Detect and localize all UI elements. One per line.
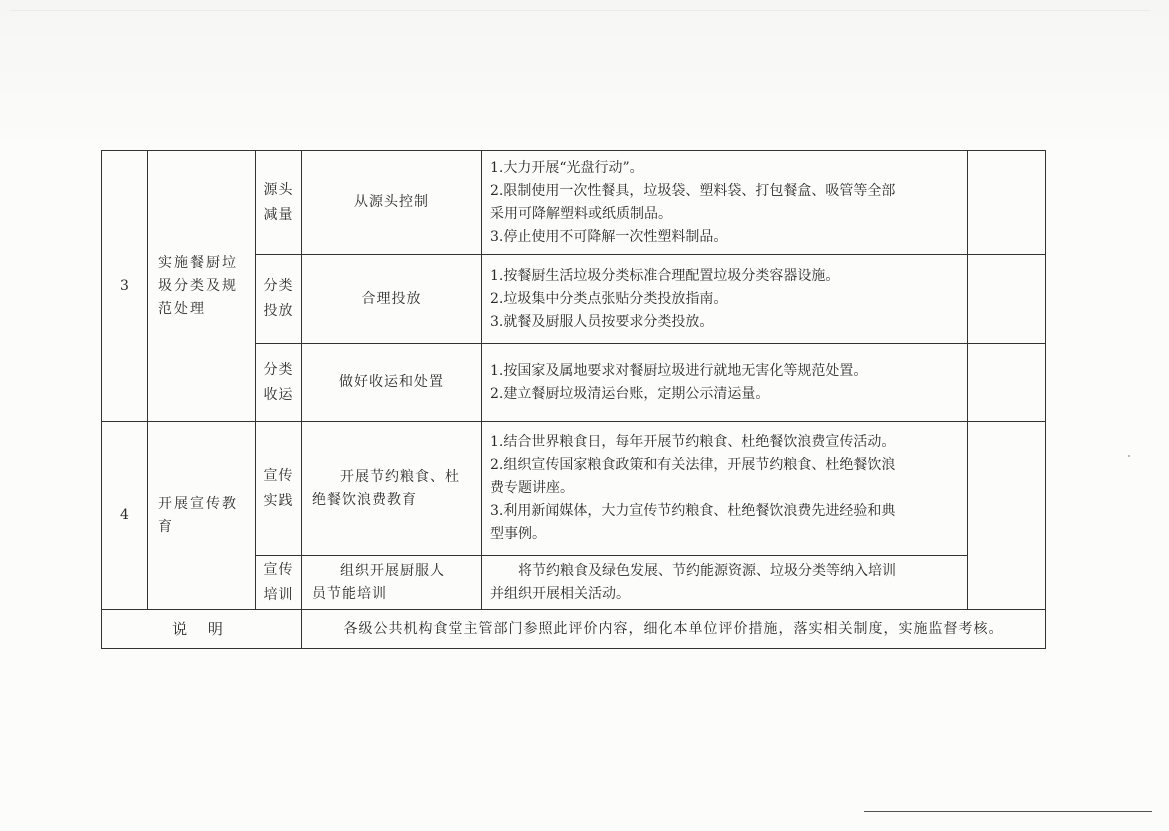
scan-edge-line (10, 10, 1150, 11)
subcategory-line: 宣传 (263, 467, 294, 484)
remarks-cell (968, 422, 1046, 610)
table-row (102, 151, 1046, 255)
scan-shadow-band (0, 0, 1169, 140)
detail-line: 并组织开展相关活动。 (490, 585, 630, 602)
subcategory-line: 收运 (263, 386, 294, 403)
details-cell (482, 151, 968, 255)
details-cell (482, 344, 968, 422)
detail-line: 将节约粮食及绿色发展、节约能源资源、垃圾分类等纳入培训 (518, 562, 896, 579)
detail-line: 1.按餐厨生活垃圾分类标准合理配置垃圾分类容器设施。 (490, 267, 840, 284)
action-line: 组织开展厨服人 (340, 562, 445, 579)
note-label: 说 明 (102, 610, 302, 649)
evaluation-table (101, 150, 1046, 649)
footer-rule (864, 811, 1152, 812)
action-cell: 从源头控制 (302, 151, 482, 255)
detail-line: 2.组织宣传国家粮食政策和有关法律，开展节约粮食、杜绝餐饮浪 (490, 457, 896, 473)
detail-line: 2.建立餐厨垃圾清运台账，定期公示清运量。 (490, 385, 770, 402)
detail-line: 采用可降解塑料或纸质制品。 (490, 205, 672, 222)
action-cell (302, 422, 482, 556)
row-number: 4 (102, 422, 148, 610)
detail-line: 2.限制使用一次性餐具，垃圾袋、塑料袋、打包餐盒、吸管等全部 (490, 182, 896, 199)
remarks-cell (968, 344, 1046, 422)
subcategory-cell (256, 422, 302, 556)
detail-line: 2.垃圾集中分类点张贴分类投放指南。 (490, 290, 728, 307)
detail-line: 1.按国家及属地要求对餐厨垃圾进行就地无害化等规范处置。 (490, 362, 868, 379)
details-cell (482, 556, 968, 610)
detail-line: 1.大力开展“光盘行动”。 (490, 159, 644, 176)
subcategory-cell (256, 344, 302, 422)
subcategory-line: 减量 (263, 206, 294, 223)
subcategory-line: 分类 (263, 361, 294, 378)
action-line: 员节能培训 (312, 585, 387, 602)
detail-line: 1.结合世界粮食日，每年开展节约粮食、杜绝餐饮浪费宣传活动。 (490, 434, 896, 450)
subcategory-line: 宣传 (263, 561, 294, 578)
table-row (102, 422, 1046, 556)
action-line: 绝餐饮浪费教育 (312, 491, 417, 508)
action-cell: 合理投放 (302, 255, 482, 344)
subcategory-line: 分类 (263, 278, 294, 294)
remarks-cell (968, 151, 1046, 255)
action-cell (302, 556, 482, 610)
details-cell (482, 255, 968, 344)
subcategory-line: 实践 (263, 492, 294, 509)
subcategory-cell (256, 151, 302, 255)
note-row (102, 610, 1046, 649)
subcategory-line: 培训 (263, 586, 294, 603)
category-cell: 开展宣传教育 (148, 422, 256, 610)
subcategory-cell (256, 556, 302, 610)
action-line: 开展节约粮食、杜 (340, 468, 460, 485)
subcategory-line: 源头 (263, 181, 294, 198)
detail-line: 3.利用新闻媒体，大力宣传节约粮食、杜绝餐饮浪费先进经验和典 (490, 503, 896, 519)
subcategory-line: 投放 (263, 303, 294, 319)
detail-line: 型事例。 (490, 526, 546, 542)
action-cell: 做好收运和处置 (302, 344, 482, 422)
detail-line: 3.停止使用不可降解一次性塑料制品。 (490, 228, 728, 245)
details-cell (482, 422, 968, 556)
detail-line: 费专题讲座。 (490, 480, 574, 496)
remarks-cell (968, 255, 1046, 344)
detail-line: 3.就餐及厨服人员按要求分类投放。 (490, 313, 714, 330)
row-number: 3 (102, 151, 148, 422)
subcategory-cell (256, 255, 302, 344)
note-text: 各级公共机构食堂主管部门参照此评价内容，细化本单位评价措施，落实相关制度，实施监督考核。 (302, 610, 1046, 649)
category-cell: 实施餐厨垃圾分类及规范处理 (148, 151, 256, 422)
scan-speck (1128, 455, 1130, 457)
